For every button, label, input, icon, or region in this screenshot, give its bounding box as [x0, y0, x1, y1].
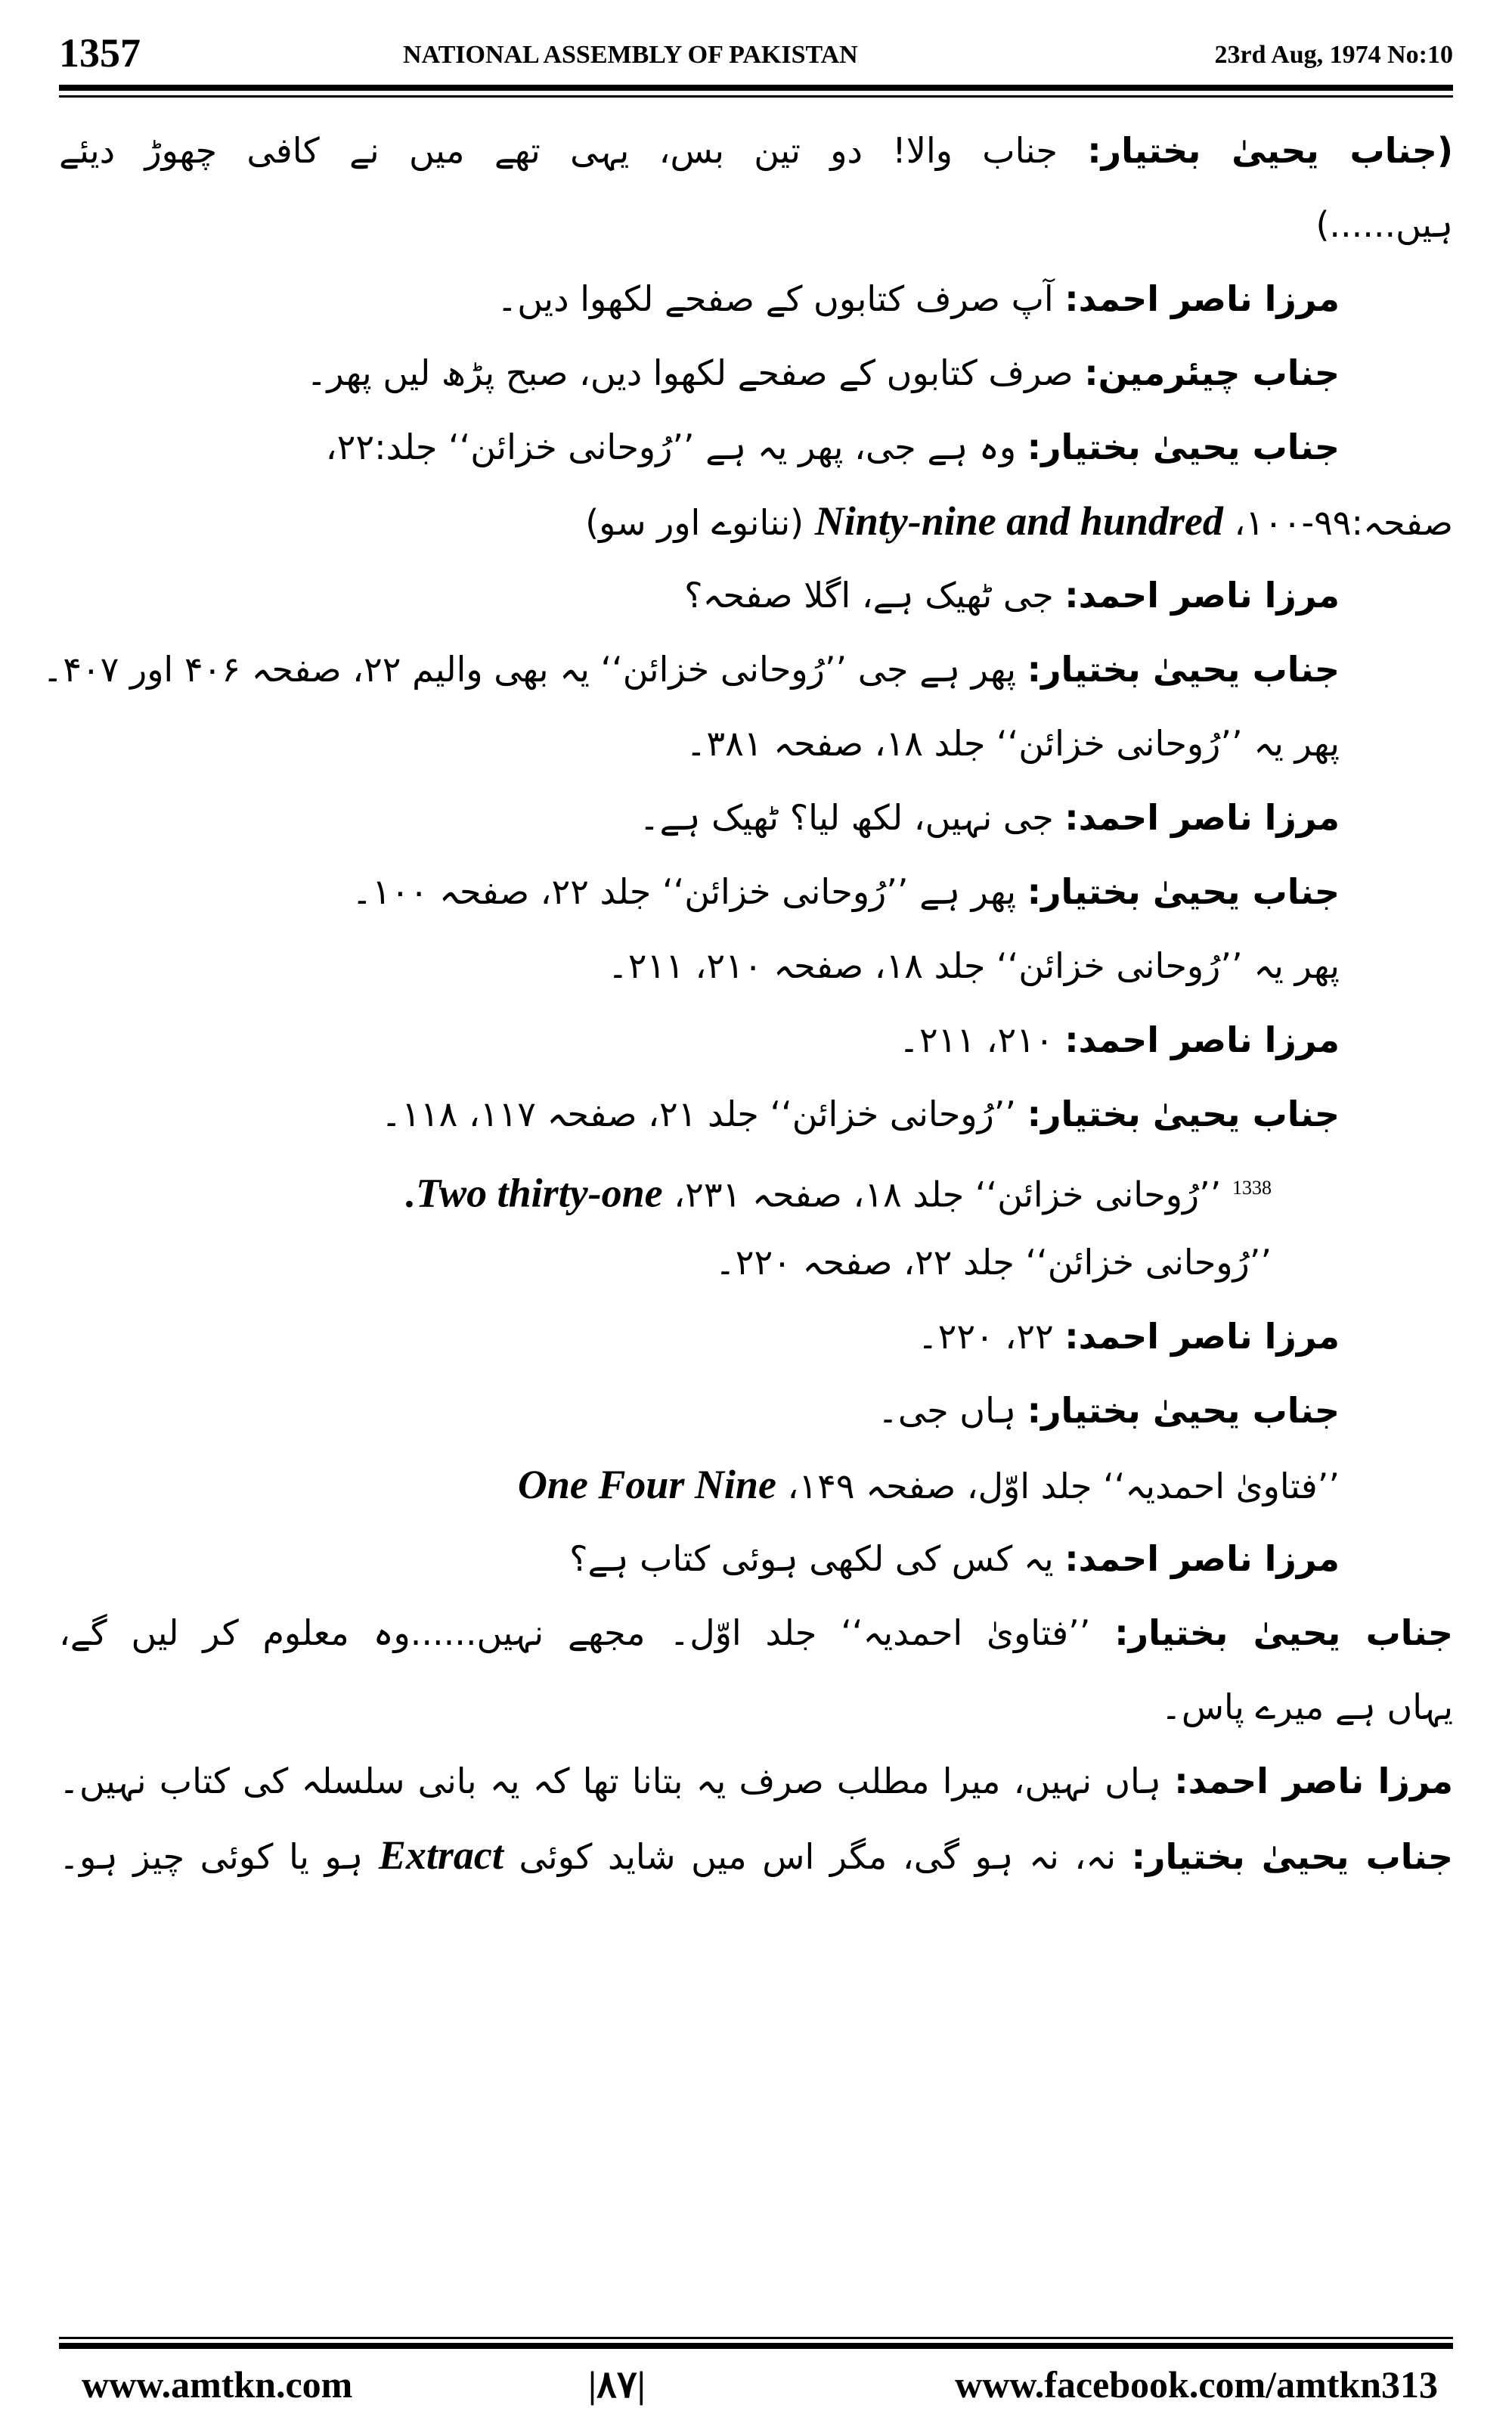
- speaker-label: جناب یحییٰ بختیار:: [1027, 1390, 1340, 1431]
- speech-text: ’’رُوحانی خزائن‘‘ جلد ۱۸، صفحہ ۲۳۱،: [674, 1174, 1222, 1215]
- page-number: 1357: [59, 30, 141, 76]
- speech-text: صفحہ:۹۹-۱۰۰،: [1234, 502, 1453, 543]
- facebook-link[interactable]: www.facebook.com/amtkn313: [955, 2363, 1438, 2406]
- speech-text: نہ، نہ ہو گی، مگر اس میں شاید کوئی: [519, 1836, 1116, 1877]
- text-line: [59, 262, 1453, 336]
- text-line: [59, 1596, 1453, 1670]
- speaker-label: مرزا ناصر احمد:: [1064, 1019, 1340, 1060]
- text-line: [59, 1077, 1453, 1151]
- website-link[interactable]: www.amtkn.com: [82, 2363, 353, 2406]
- speech-text: صرف کتابوں کے صفحے لکھوا دیں، صبح پڑھ لیں پھر۔: [306, 352, 1074, 393]
- english-phrase: Two thirty-one.: [405, 1170, 663, 1216]
- speech-text: ۲۱۰، ۲۱۱۔: [898, 1019, 1054, 1060]
- text-line: [59, 1151, 1453, 1225]
- speech-text: یہ کس کی لکھی ہوئی کتاب ہے؟: [569, 1538, 1054, 1579]
- speaker-label: جناب یحییٰ بختیار:: [1131, 1836, 1453, 1877]
- english-phrase: Ninty-nine and hundred: [814, 498, 1223, 544]
- text-line: [59, 558, 1453, 632]
- transcript-body: [42, 113, 1453, 1892]
- session-date: 23rd Aug, 1974 No:10: [1214, 41, 1453, 69]
- text-line: [42, 632, 1453, 706]
- text-line: [59, 484, 1453, 558]
- speech-text: ہیں......): [1315, 204, 1453, 245]
- speech-text: ۲۲، ۲۲۰۔: [917, 1316, 1054, 1357]
- text-line: [59, 1299, 1453, 1373]
- speech-text: پھر ہے جی ’’رُوحانی خزائن‘‘ یہ بھی والیم ۲۲، صفحہ ۴۰۶ اور ۴۰۷۔: [42, 649, 1017, 690]
- footer-page-number: |۸۷|: [588, 2363, 646, 2406]
- speaker-label: مرزا ناصر احمد:: [1064, 278, 1340, 319]
- speech-text: جی ٹھیک ہے، اگلا صفحہ؟: [684, 575, 1054, 616]
- speaker-label: مرزا ناصر احمد:: [1064, 1316, 1340, 1357]
- text-line: [59, 1522, 1453, 1596]
- text-line: [59, 1373, 1453, 1447]
- speech-text: پھر ہے ’’رُوحانی خزائن‘‘ جلد ۲۲، صفحہ ۱۰۰۔: [352, 871, 1017, 912]
- text-line: [59, 1447, 1453, 1522]
- speaker-label: جناب چیئرمین:: [1084, 352, 1340, 393]
- footnote-marker: 1338: [1232, 1177, 1272, 1199]
- text-line: [59, 1003, 1453, 1077]
- speech-text: ’’فتاویٰ احمدیہ‘‘ جلد اوّل، صفحہ ۱۴۹،: [787, 1466, 1340, 1506]
- text-line: [59, 1744, 1453, 1818]
- speaker-label: جناب یحییٰ بختیار:: [1027, 871, 1340, 912]
- speech-text: وہ ہے جی، پھر یہ ہے ’’رُوحانی خزائن‘‘ جلد:۲۲،: [325, 427, 1017, 467]
- text-line: [59, 410, 1453, 484]
- text-line: [59, 706, 1453, 780]
- text-line: [59, 113, 1453, 188]
- speaker-label: مرزا ناصر احمد:: [1064, 575, 1340, 616]
- speech-text: جی نہیں، لکھ لیا؟ ٹھیک ہے۔: [639, 797, 1054, 838]
- footer-rule: [59, 2343, 1453, 2349]
- speech-text: ہاں نہیں، میرا مطلب صرف یہ بتانا تھا کہ یہ بانی سلسلہ کی کتاب نہیں۔: [59, 1761, 1162, 1801]
- speaker-label: مرزا ناصر احمد:: [1174, 1761, 1453, 1801]
- footer-rule-thin: [59, 2337, 1453, 2339]
- speaker-label: جناب یحییٰ بختیار:: [1027, 649, 1340, 690]
- header-rule: [59, 85, 1453, 91]
- header-rule-thin: [59, 95, 1453, 98]
- speaker-label: جناب یحییٰ بختیار:: [1027, 427, 1340, 467]
- speech-text: ’’رُوحانی خزائن‘‘ جلد ۲۱، صفحہ ۱۱۷، ۱۱۸۔: [381, 1094, 1017, 1134]
- text-line: [59, 1818, 1453, 1892]
- speech-text: ’’فتاویٰ احمدیہ‘‘ جلد اوّل۔ مجھے نہیں......وہ معلوم کر لیں گے،: [59, 1612, 1091, 1653]
- assembly-title: NATIONAL ASSEMBLY OF PAKISTAN: [403, 41, 858, 69]
- english-phrase: One Four Nine: [517, 1462, 776, 1507]
- speech-text: ہاں جی۔: [877, 1390, 1017, 1431]
- text-line: [59, 929, 1453, 1003]
- speaker-label: مرزا ناصر احمد:: [1064, 1538, 1340, 1579]
- speech-text: جناب والا! دو تین بس، یہی تھے میں نے کافی چھوڑ دیئے: [59, 130, 1058, 171]
- text-line: [59, 855, 1453, 929]
- text-line: [59, 1225, 1453, 1299]
- speech-text: (ننانوے اور سو): [585, 502, 804, 543]
- page-header: [59, 30, 1453, 76]
- speech-text: ’’رُوحانی خزائن‘‘ جلد ۲۲، صفحہ ۲۲۰۔: [714, 1242, 1272, 1283]
- page-footer: [59, 2358, 1453, 2411]
- text-line: [59, 188, 1453, 262]
- english-phrase: Extract: [378, 1832, 503, 1878]
- speaker-label: جناب یحییٰ بختیار:: [1027, 1094, 1340, 1134]
- speaker-label: (جناب یحییٰ بختیار:: [1087, 130, 1453, 171]
- text-line: [59, 336, 1453, 410]
- speech-text: ہو یا کوئی چیز ہو۔: [59, 1836, 364, 1877]
- text-line: [59, 1670, 1453, 1744]
- speaker-label: مرزا ناصر احمد:: [1064, 797, 1340, 838]
- text-line: [59, 780, 1453, 855]
- speech-text: آپ صرف کتابوں کے صفحے لکھوا دیں۔: [497, 278, 1054, 319]
- speech-text: پھر یہ ’’رُوحانی خزائن‘‘ جلد ۱۸، صفحہ ۳۸۱۔: [686, 723, 1340, 764]
- speech-text: یہاں ہے میرے پاس۔: [1160, 1686, 1453, 1727]
- speaker-label: جناب یحییٰ بختیار:: [1114, 1612, 1453, 1653]
- speech-text: پھر یہ ’’رُوحانی خزائن‘‘ جلد ۱۸، صفحہ ۲۱۰، ۲۱۱۔: [607, 945, 1340, 986]
